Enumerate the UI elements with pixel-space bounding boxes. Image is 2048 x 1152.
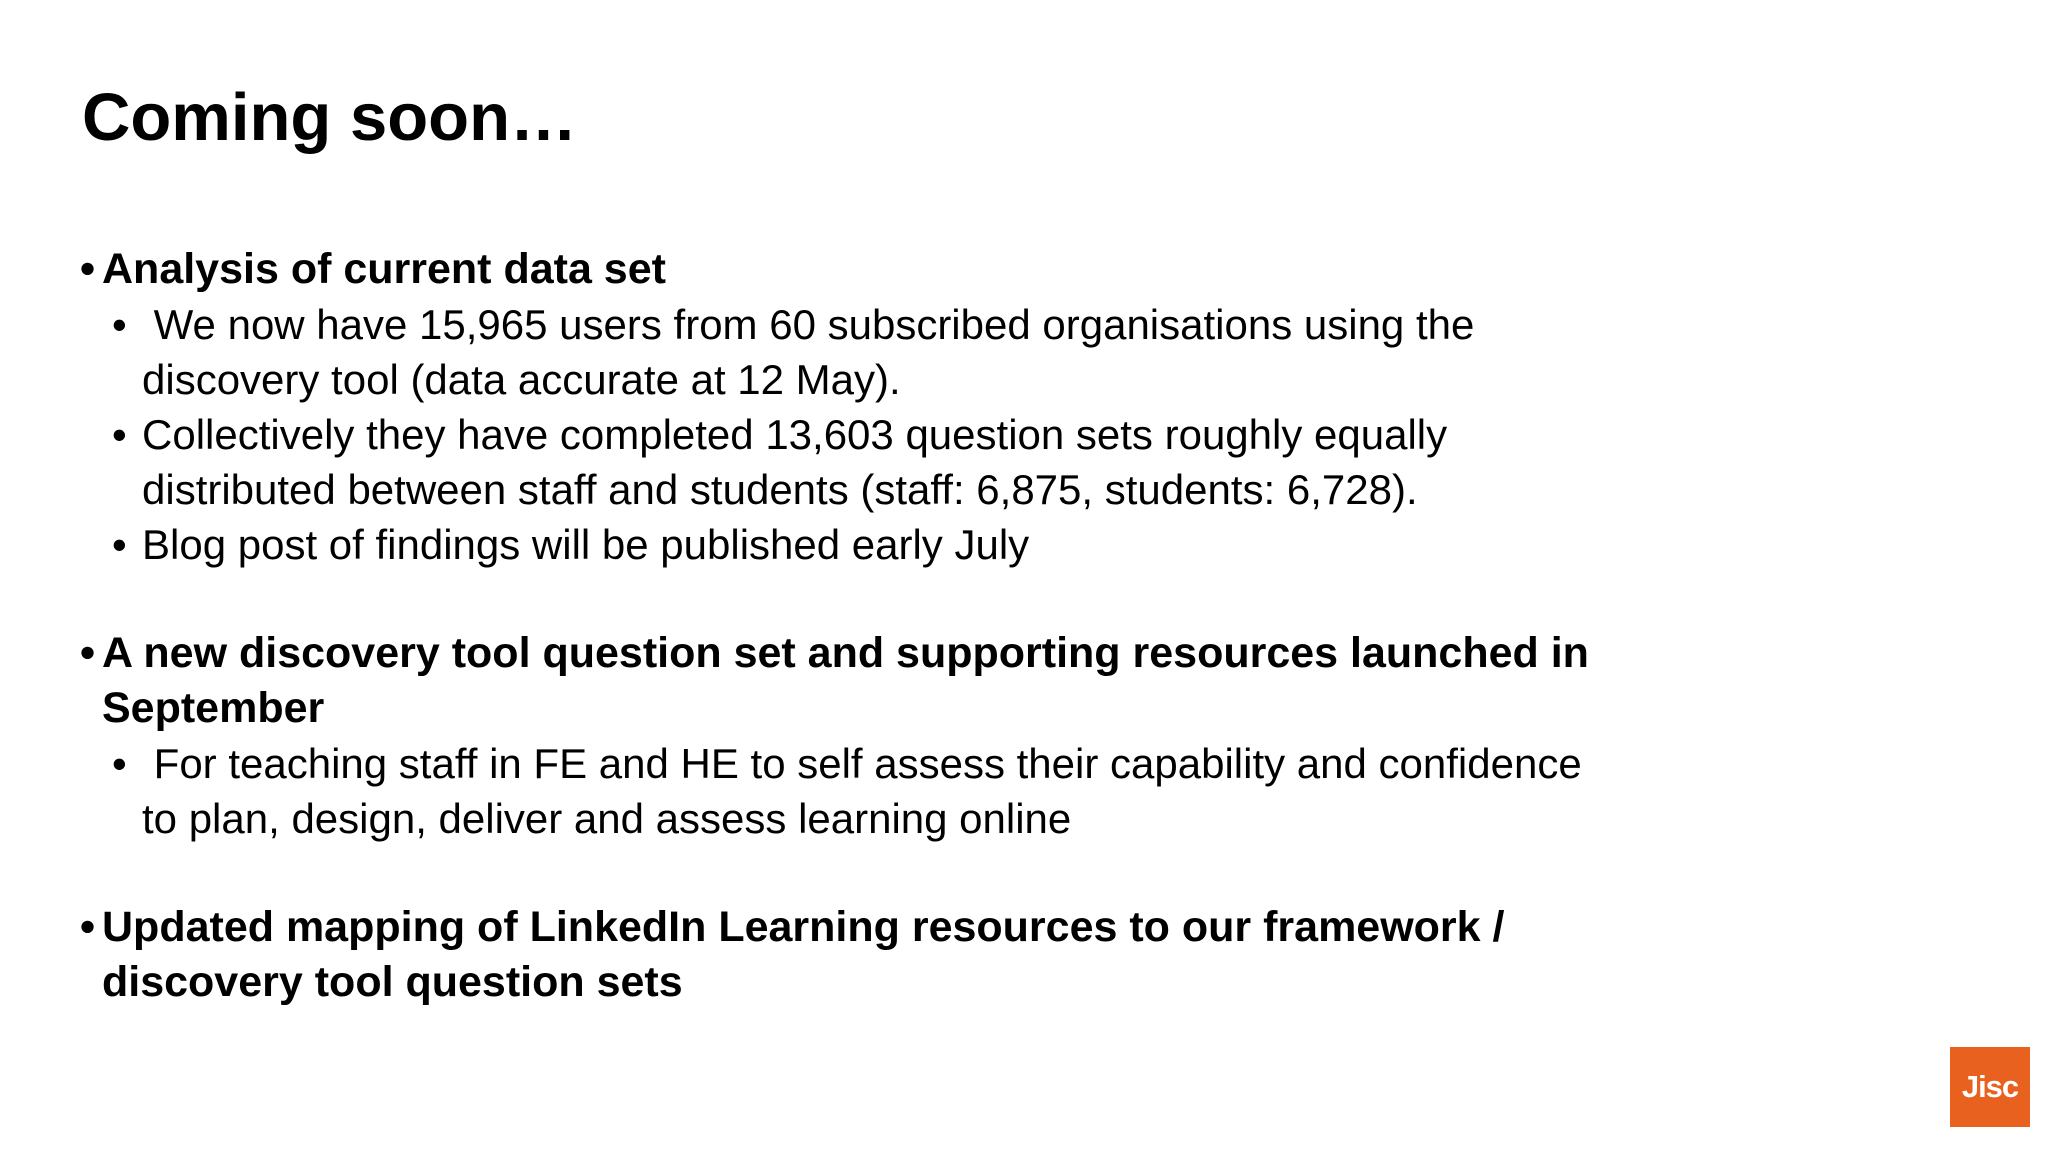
bullet-icon: • [112,521,127,568]
section-data-analysis [80,242,1600,572]
jisc-logo: Jisc [1950,1047,2030,1127]
bullet-icon: • [80,903,96,951]
list-item [80,407,1600,517]
section-heading [80,242,1600,297]
sub-bullet-list [80,736,1600,846]
list-item [80,517,1600,572]
bullet-icon: • [80,245,96,293]
section-heading-text: Analysis of current data set [102,245,666,293]
section-heading [80,900,1600,1010]
slide-content [80,242,1600,1064]
bullet-icon: • [112,411,127,458]
section-heading [80,626,1600,736]
bullet-icon: • [80,629,96,677]
list-item [80,297,1600,407]
list-item-text: We now have 15,965 users from 60 subscribed organisations using the discovery tool (data accurate at 12 May). [142,301,1487,403]
section-linkedin-mapping [80,900,1600,1010]
sub-bullet-list [80,297,1600,572]
bullet-icon: • [112,740,127,787]
list-item-text: Collectively they have completed 13,603 question sets roughly equally distributed between staff and students (staff: 6,875, students: 6,728). [142,411,1448,513]
list-item-text: Blog post of findings will be published early July [142,521,1030,568]
list-item [80,736,1600,846]
section-heading-text: A new discovery tool question set and supporting resources launched in September [102,629,1589,732]
section-new-question-set [80,626,1600,846]
slide-title: Coming soon… [82,80,578,155]
section-heading-text: Updated mapping of LinkedIn Learning resources to our framework / discovery tool question sets [102,903,1505,1006]
bullet-icon: • [112,301,127,348]
list-item-text: For teaching staff in FE and HE to self assess their capability and confidence to plan, design, deliver and assess learning online [142,740,1594,842]
